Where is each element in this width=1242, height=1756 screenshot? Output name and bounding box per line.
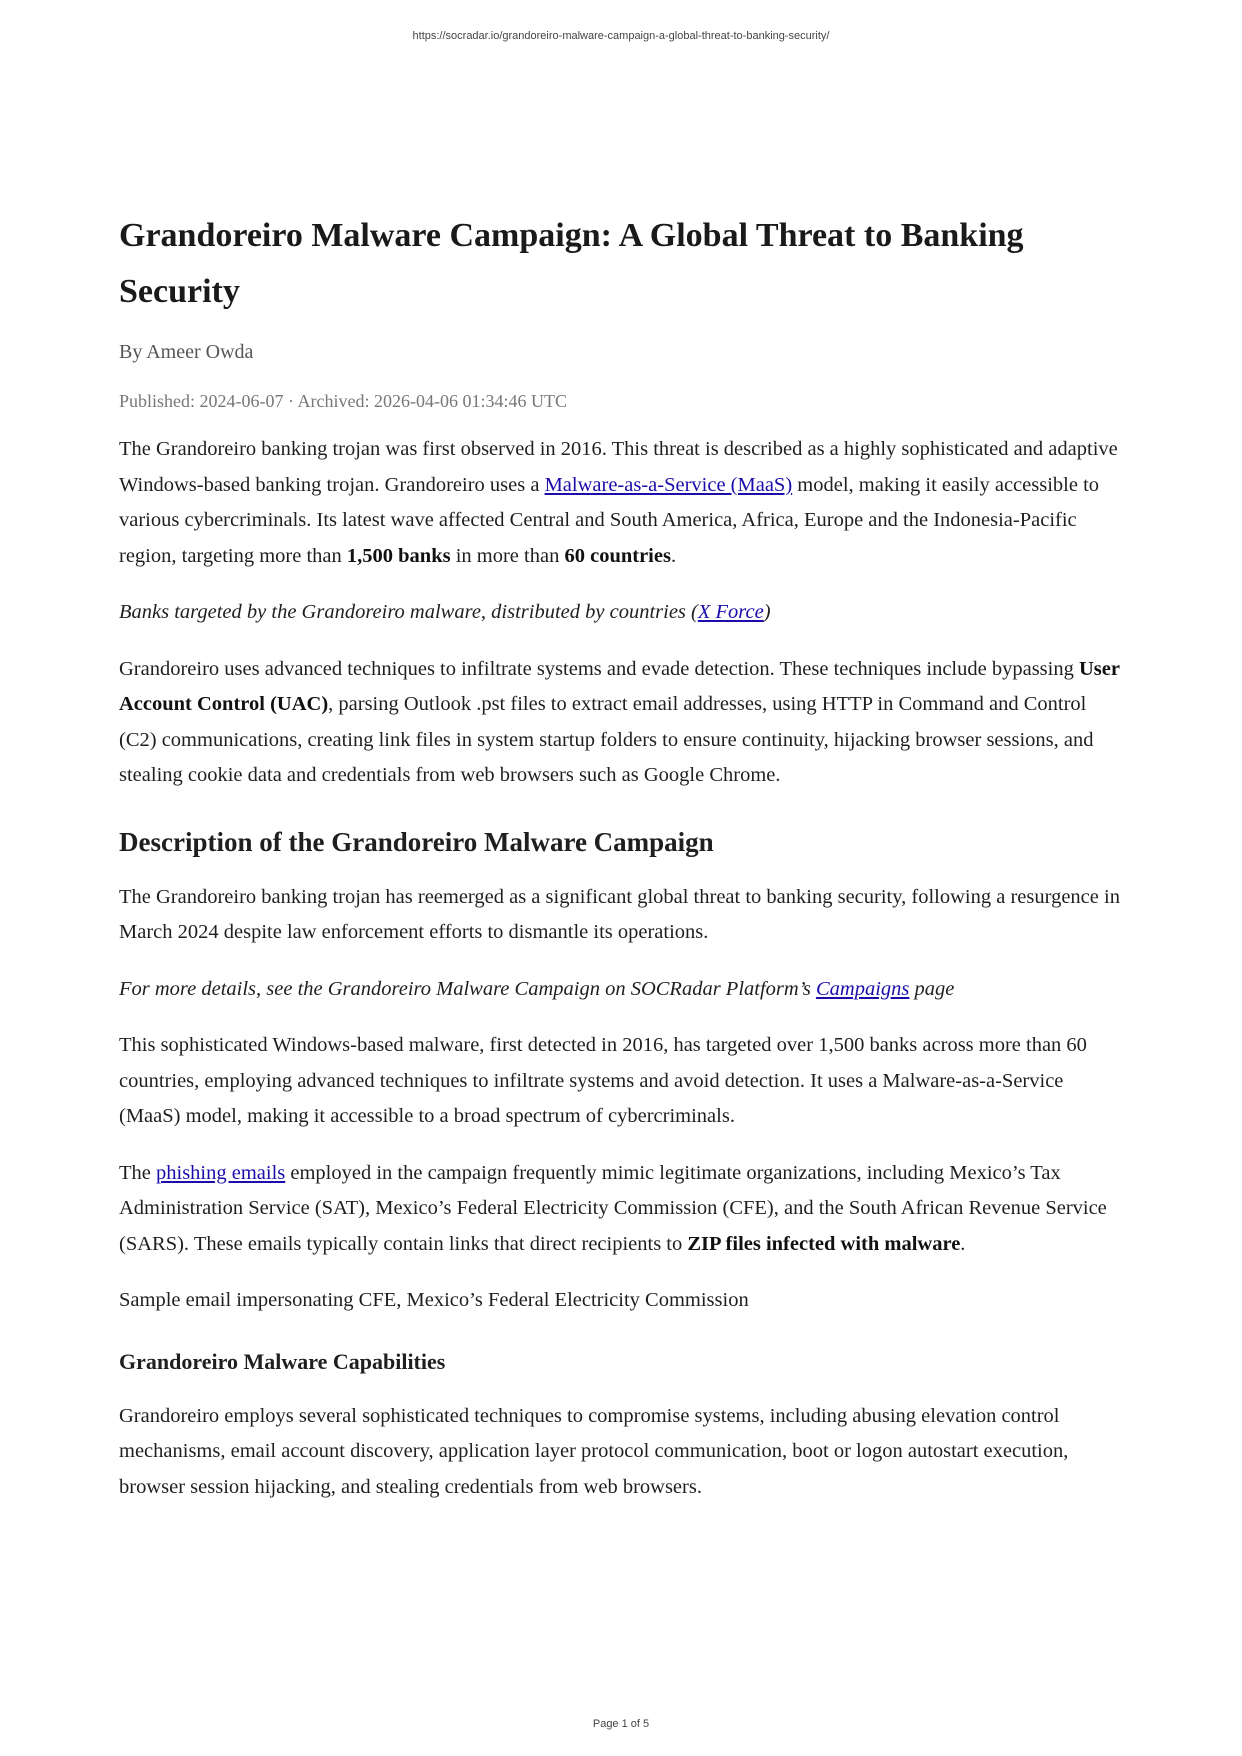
xforce-link[interactable]: X Force: [697, 601, 764, 623]
text: The: [119, 1161, 156, 1184]
intro-paragraph: [119, 432, 1129, 574]
text: .: [960, 1232, 966, 1255]
text: .: [670, 544, 677, 567]
resurgence-paragraph: The Grandoreiro banking trojan has reemerged as a significant global threat to banking security, following a resurgence in March 2024 despite law enforcement efforts to dismantle its operations.: [119, 885, 1120, 943]
sample-email-caption: Sample email impersonating CFE, Mexico’s Federal Electricity Commission: [119, 1289, 749, 1311]
maas-link[interactable]: Malware-as-a-Service (MaaS): [544, 473, 793, 496]
campaigns-link[interactable]: Campaigns: [815, 977, 910, 1000]
capabilities-paragraph: Grandoreiro employs several sophisticated techniques to compromise systems, including abusing elevation control mechanisms, email account discovery, application layer protocol communication, boot or logon autostart execution, browser session hijacking, and stealing credentials from web browsers.: [119, 1404, 1069, 1498]
techniques-paragraph: [119, 652, 1129, 794]
page-url-header: https://socradar.io/grandoreiro-malware-campaign-a-global-threat-to-banking-security/: [412, 30, 830, 42]
text: employed in the campaign frequently mimic legitimate organizations, including Mexico’s Tax Administration Service (SAT), Mexico’s Federal Electricity Commission (CFE), and the South African Revenue Service (SARS). These emails typically contain links that direct recipients to: [119, 1161, 1107, 1255]
text: page: [909, 977, 955, 1000]
bold-zip-files: ZIP files infected with malware: [687, 1232, 961, 1255]
phishing-emails-link[interactable]: phishing emails: [156, 1161, 286, 1184]
text: in more than: [450, 544, 565, 567]
text: Banks targeted by the Grandoreiro malware, distributed by countries (: [119, 601, 698, 623]
text: For more details, see the Grandoreiro Malware Campaign on SOCRadar Platform’s: [119, 977, 816, 1000]
bold-banks: 1,500 banks: [346, 544, 451, 567]
section-heading-capabilities: Grandoreiro Malware Capabilities: [119, 1348, 446, 1374]
article-byline: By Ameer Owda: [119, 341, 254, 363]
phishing-paragraph: [119, 1156, 1129, 1263]
bold-countries: 60 countries: [564, 544, 671, 567]
page-number: Page 1 of 5: [592, 1718, 650, 1730]
text: model, making it easily accessible to various cybercriminals. Its latest wave affected Central and South America, Africa, Europe and the Indonesia-Pacific region, targeting more than: [119, 473, 1100, 567]
text: ): [763, 601, 771, 623]
text: Grandoreiro uses advanced techniques to infiltrate systems and evade detection. These techniques include bypassing: [119, 657, 1079, 680]
campaigns-note: [119, 972, 1129, 1008]
maas-paragraph: This sophisticated Windows-based malware, first detected in 2016, has targeted over 1,500 banks across more than 60 countries, employing advanced techniques to infiltrate systems and avoid detection. It uses a Malware-as-a-Service (MaaS) model, making it accessible to a broad spectrum of cybercriminals.: [119, 1034, 1087, 1127]
figure-caption-banks: [119, 595, 1129, 631]
article-title: Grandoreiro Malware Campaign: A Global Threat to Banking Security: [119, 217, 1024, 310]
text: , parsing Outlook .pst files to extract email addresses, using HTTP in Command and Control (C2) communications, creating link files in system startup folders to ensure continuity, hijacking browser sessions, and stealing cookie data and credentials from web browsers such as Google Chrome.: [119, 693, 1094, 786]
section-heading-description: Description of the Grandoreiro Malware Campaign: [119, 826, 714, 857]
bold-uac: User Account Control (UAC): [119, 657, 1120, 715]
article: [119, 208, 1129, 1526]
article-meta: Published: 2024-06-07 · Archived: 2026-04-06 01:34:46 UTC: [119, 391, 567, 411]
text: The Grandoreiro banking trojan was first observed in 2016. This threat is described as a highly sophisticated and adaptive Windows-based banking trojan. Grandoreiro uses a: [119, 438, 1118, 496]
